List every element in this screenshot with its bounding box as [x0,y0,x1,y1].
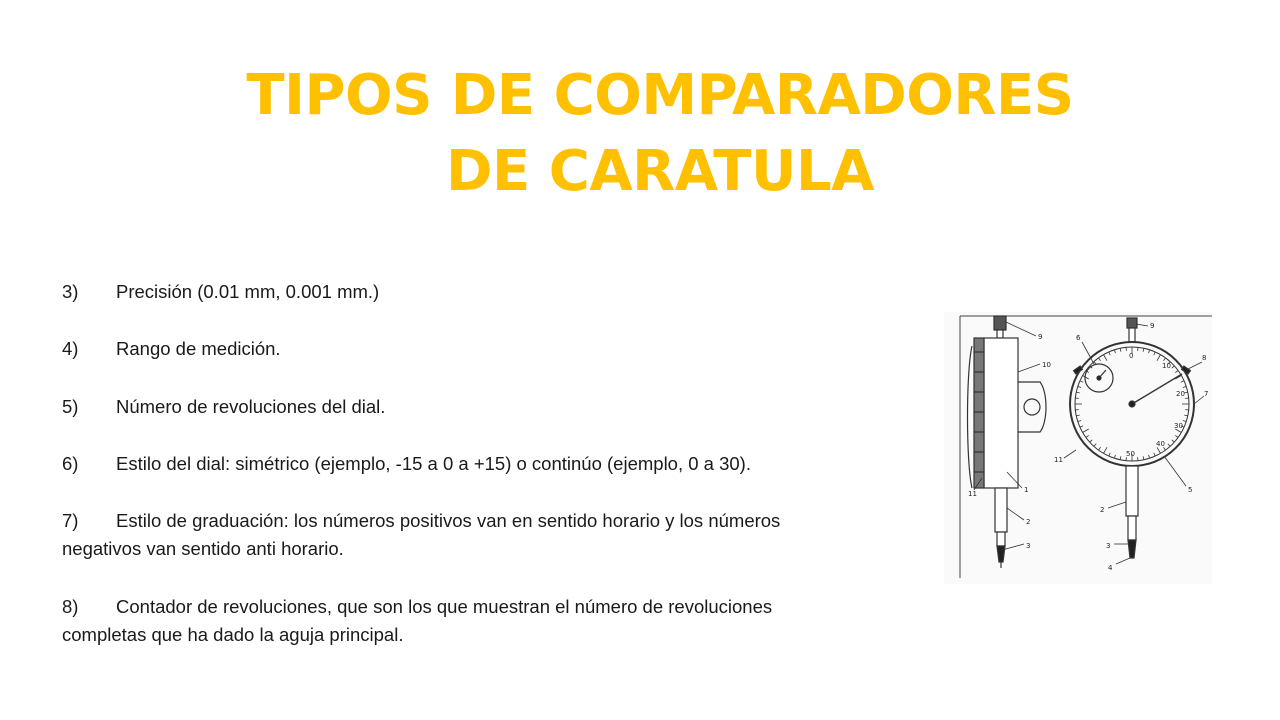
item-text: Estilo de graduación: los números positivos van en sentido horario y los números [116,510,781,531]
dial-tick [1080,426,1083,427]
dial-tick [1098,358,1100,361]
dial-tick [1086,435,1089,437]
part-label: 11 [968,490,977,498]
list-item [62,393,912,421]
dial-tick [1090,440,1093,442]
item-number: 5) [62,396,79,417]
part-label: 8 [1202,354,1207,362]
part-label: 10 [1042,361,1051,369]
dial-number: 50 [1126,450,1135,458]
dial-tick [1120,456,1121,459]
item-text: Número de revoluciones del dial. [116,396,386,417]
part-label: 1 [1024,486,1029,494]
item-number: 8) [62,596,79,617]
item-text: Contador de revoluciones, que son los que muestran el número de revoluciones [116,596,773,617]
dial-tick [1104,355,1108,361]
dial-tick [1120,348,1121,351]
dial-tick [1157,447,1161,453]
dial-number: 40 [1156,440,1165,448]
item-text-continuation: negativos van sentido anti horario. [62,538,344,559]
item-text: Precisión (0.01 mm, 0.001 mm.) [116,281,380,302]
dial-tick [1149,350,1150,353]
dial-tick [1181,381,1184,382]
part-label: 2 [1026,518,1031,526]
item-number: 4) [62,338,79,359]
dial-tick [1114,455,1115,458]
dial-tick [1143,456,1144,459]
front-view-drawing [1054,318,1208,572]
part-label: 9 [1038,333,1043,341]
list-item [62,593,912,649]
dial-tick [1080,381,1083,382]
dial-tick [1098,447,1100,450]
part-label: 7 [1204,390,1209,398]
title-line-2: DE CARATULA [446,139,874,204]
dial-tick [1076,415,1079,416]
dial-tick [1109,352,1110,355]
dial-indicator-figure [944,312,1212,584]
dial-tick [1078,421,1081,422]
dial-tick [1175,435,1178,437]
part-label: 9 [1150,322,1155,330]
item-text: Estilo del dial: simétrico (ejemplo, -15 a 0 a +15) o continúo (ejemplo, 0 a 30). [116,453,751,474]
part-label: 3 [1026,542,1031,550]
item-text: Rango de medición. [116,338,281,359]
part-label: 5 [1188,486,1193,494]
item-number: 6) [62,453,79,474]
item-number: 3) [62,281,79,302]
title-line-1: TIPOS DE COMPARADORES [246,63,1074,128]
dial-tick [1157,355,1161,361]
dial-tick [1114,350,1115,353]
part-label: 3 [1106,542,1111,550]
dial-tick [1083,429,1089,433]
dial-tick [1175,370,1178,372]
list-item [62,335,912,363]
dial-tick [1104,447,1108,453]
part-label: 11 [1054,456,1063,464]
part-label: 2 [1100,506,1105,514]
dial-tick [1143,348,1144,351]
dial-number: 10 [1162,362,1171,370]
list-item [62,278,912,306]
dial-number: 0 [1129,352,1134,360]
slide-title [0,58,1280,210]
dial-tick [1149,455,1150,458]
dial-tick [1078,386,1081,387]
dial-number: 30 [1174,422,1183,430]
dial-tick [1076,392,1079,393]
list-item [62,507,912,563]
item-text-continuation: completas que ha dado la aguja principal. [62,624,404,645]
dial-tick [1172,440,1175,442]
dial-tick [1172,366,1175,368]
dial-tick [1168,444,1170,447]
dial-tick [1094,444,1096,447]
side-view-drawing [968,316,1051,568]
dial-tick [1154,453,1155,456]
dial-tick [1183,386,1186,387]
dial-tick [1163,358,1165,361]
dial-tick [1154,352,1155,355]
dial-number: 20 [1176,390,1185,398]
item-number: 7) [62,510,79,531]
part-label: 4 [1108,564,1113,572]
dial-tick [1184,415,1187,416]
dial-tick [1183,421,1186,422]
dial-tick [1109,453,1110,456]
list-item [62,450,912,478]
part-label: 6 [1076,334,1081,342]
dial-indicator-diagram [944,312,1212,584]
